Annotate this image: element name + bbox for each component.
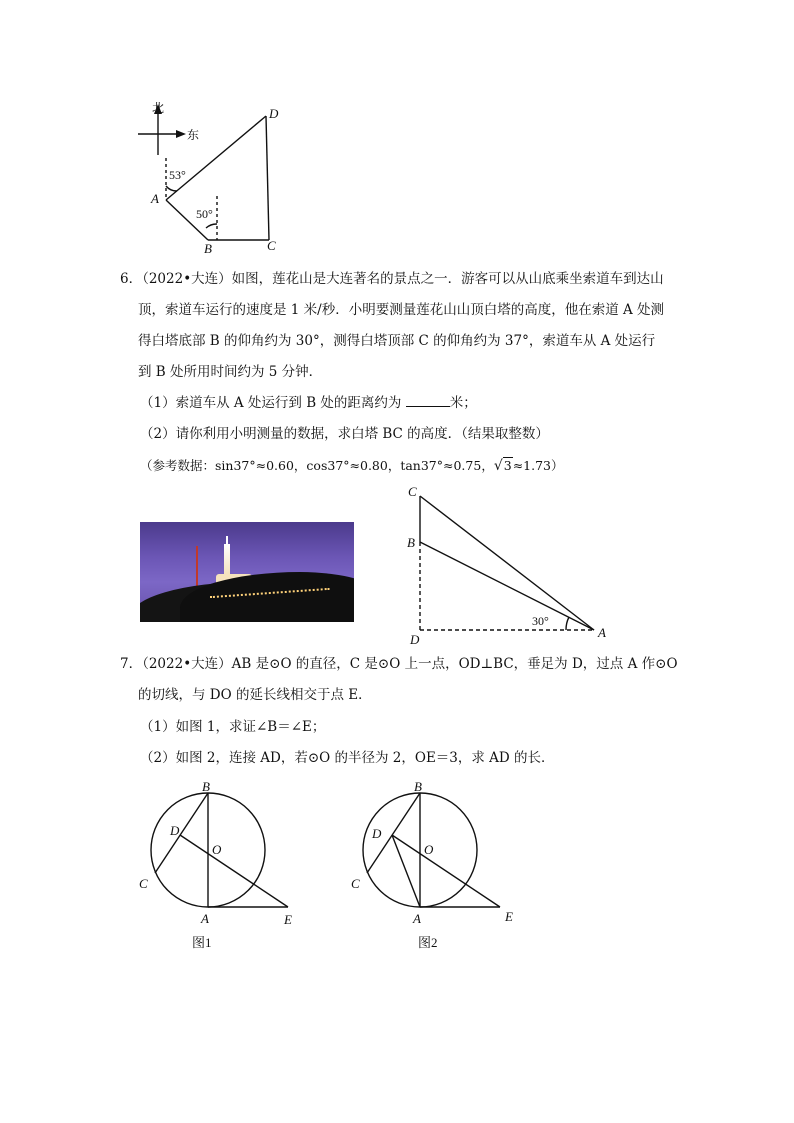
- q6-line-2: 顶，索道车运行的速度是 1 米/秒．小明要测量莲花山山顶白塔的高度，他在索道 A 处测: [138, 302, 665, 318]
- fig2-point-B: B: [414, 779, 422, 794]
- point-A: A: [151, 191, 159, 206]
- q6-line-1: [120, 270, 664, 288]
- sqrt-symbol: √: [493, 458, 503, 474]
- q6-line-4: 到 B 处所用时间约为 5 分钟．: [138, 364, 323, 380]
- q7-stem-1: AB 是⊙O 的直径，C 是⊙O 上一点，OD⊥BC，垂足为 D，过点 A 作⊙O: [231, 656, 678, 672]
- point-C: C: [267, 238, 276, 253]
- fig1-point-A: A: [201, 911, 209, 926]
- q6-angle-30: 30°: [532, 614, 549, 628]
- q7-figure-1: [130, 778, 310, 953]
- q7-figure-2: [342, 778, 527, 953]
- q6-source: （2022•大连）: [142, 271, 232, 287]
- fig1-point-E: E: [284, 912, 292, 927]
- fig2-caption: 图2: [418, 935, 438, 950]
- q6-point-B: B: [407, 535, 415, 550]
- angle-53-label: 53°: [169, 168, 186, 182]
- point-D: D: [269, 106, 279, 121]
- fig2-point-A: A: [413, 911, 421, 926]
- sqrt-radicand: 3: [503, 458, 512, 473]
- q7-line-2: 的切线，与 DO 的延长线相交于点 E．: [138, 687, 372, 703]
- fig2-point-C: C: [351, 876, 360, 891]
- q7-part-2: （2）如图 2，连接 AD，若⊙O 的半径为 2，OE＝3，求 AD 的长．: [140, 750, 555, 766]
- q6-number: 6．: [120, 271, 143, 287]
- fig2-point-D: D: [372, 826, 382, 841]
- q6-point-C: C: [408, 484, 417, 499]
- fig2-point-O: O: [424, 842, 434, 857]
- fig1-point-O: O: [212, 842, 222, 857]
- q6-line-3: 得白塔底部 B 的仰角约为 30°，测得白塔顶部 C 的仰角约为 37°，索道车从 A 处运行: [138, 333, 656, 349]
- fig2-point-E: E: [505, 909, 513, 924]
- answer-blank[interactable]: [406, 394, 450, 407]
- q6-part-1: （1）索道车从 A 处运行到 B 处的距离约为 米；: [140, 395, 477, 411]
- q7-part-1: （1）如图 1，求证∠B＝∠E；: [140, 719, 326, 735]
- point-B: B: [204, 241, 212, 256]
- fig1-point-D: D: [170, 823, 180, 838]
- fig1-caption: 图1: [192, 935, 212, 950]
- q6-point-A: A: [598, 625, 606, 640]
- north-label: 北: [152, 101, 165, 115]
- q7-source: （2022•大连）: [142, 656, 232, 672]
- q6-figure: [398, 480, 618, 650]
- east-label: 东: [187, 128, 200, 142]
- q7-line-1: [120, 655, 678, 673]
- top-figure: [130, 100, 300, 260]
- q6-part-2: （2）请你利用小明测量的数据，求白塔 BC 的高度．（结果取整数）: [140, 426, 549, 442]
- q6-point-D: D: [410, 632, 420, 647]
- angle-50-label: 50°: [196, 207, 213, 221]
- lotus-mountain-photo: [140, 522, 354, 622]
- q6-reference: （参考数据：sin37°≈0.60，cos37°≈0.80，tan37°≈0.75，√3≈1.73）: [140, 458, 564, 474]
- q7-number: 7．: [120, 656, 143, 672]
- q6-stem-1: 如图，莲花山是大连著名的景点之一．游客可以从山底乘坐索道车到达山: [231, 271, 664, 287]
- fig1-point-C: C: [139, 876, 148, 891]
- fig1-point-B: B: [202, 779, 210, 794]
